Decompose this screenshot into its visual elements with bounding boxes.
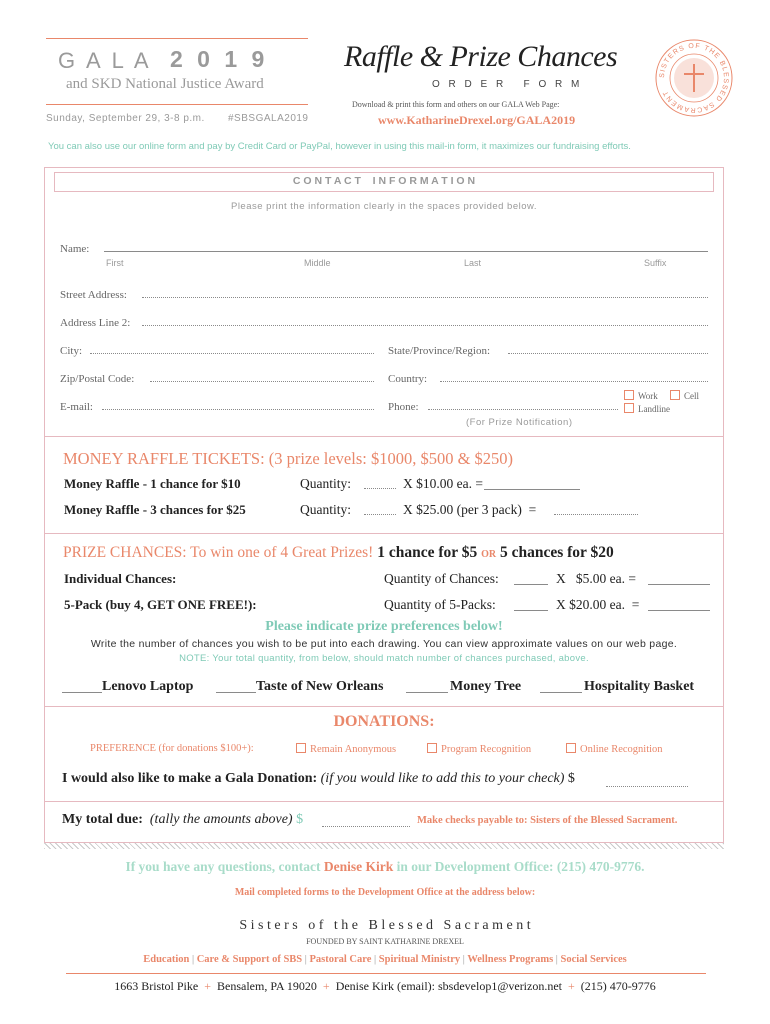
footer-link[interactable]: Social Services [560, 954, 627, 965]
prize-heading-line [63, 544, 614, 562]
money-row2-price: X $25.00 (per 3 pack) = [403, 502, 537, 517]
street-field[interactable] [142, 297, 708, 298]
zip-label: Zip/Postal Code: [60, 373, 135, 385]
founded-text: FOUNDED BY SAINT KATHARINE DREXEL [306, 937, 464, 946]
program-checkbox[interactable] [427, 743, 437, 753]
checks-payable: Make checks payable to: Sisters of the Blessed Sacrament. [417, 815, 678, 826]
header-rule-bottom [46, 104, 308, 105]
phone-field[interactable] [428, 409, 618, 410]
address2-field[interactable] [142, 325, 708, 326]
online-checkbox[interactable] [566, 743, 576, 753]
prize-pack-price: X $20.00 ea. = [556, 597, 640, 612]
opt-anonymous[interactable] [296, 743, 396, 755]
total-field[interactable] [322, 826, 410, 827]
cell-checkbox[interactable] [670, 390, 680, 400]
online-label: Online Recognition [580, 744, 663, 755]
donations-heading: DONATIONS: [333, 713, 435, 730]
prize-indiv-label: Individual Chances: [64, 571, 177, 586]
total-paren: (tally the amounts above) [149, 812, 293, 827]
email-label: E-mail: [60, 401, 93, 413]
name-first-caption: First [106, 258, 124, 268]
anonymous-checkbox[interactable] [296, 743, 306, 753]
link-separator: | [462, 954, 465, 965]
prize-pack-qty-field[interactable] [514, 610, 548, 611]
email-field[interactable] [102, 409, 374, 410]
footer-link[interactable]: Pastoral Care [309, 954, 372, 965]
footer-email[interactable]: Denise Kirk (email): sbsdevelop1@verizon.net [335, 979, 563, 993]
link-separator: | [304, 954, 307, 965]
event-date: Sunday, September 29, 3-8 p.m. [46, 113, 205, 124]
money-row2-total-field[interactable] [554, 514, 638, 515]
prize-item-field[interactable] [406, 692, 448, 693]
seal-logo [654, 38, 734, 118]
footer-street: 1663 Bristol Pike [114, 979, 199, 993]
plus-separator: + [201, 979, 214, 993]
award-text: and SKD National Justice Award [66, 76, 264, 92]
header-rule-top [46, 38, 308, 39]
anonymous-label: Remain Anonymous [310, 744, 397, 755]
phone-label: Phone: [388, 401, 419, 413]
phone-cell-option[interactable] [670, 390, 699, 401]
event-hashtag: #SBSGALA2019 [228, 113, 309, 124]
prize-offer-a: 1 chance for $5 [377, 544, 478, 561]
prize-pref-heading: Please indicate prize preferences below! [265, 619, 503, 634]
prize-item-field[interactable] [540, 692, 582, 693]
footer-rule [66, 973, 706, 974]
money-row2-qty-label: Quantity: [300, 502, 351, 517]
total-line [62, 812, 303, 828]
money-heading: MONEY RAFFLE TICKETS: (3 prize levels: $1000, $500 & $250) [63, 449, 514, 468]
country-label: Country: [388, 373, 428, 385]
opt-online[interactable] [566, 743, 663, 755]
prize-pack-qty-label: Quantity of 5-Packs: [384, 597, 496, 612]
cell-label: Cell [684, 391, 699, 401]
online-note: You can also use our online form and pay by Credit Card or PayPal, however in using this mail-in form, it maximizes our fundraising efforts. [48, 141, 631, 152]
prize-pack-total-field[interactable] [648, 610, 710, 611]
prize-pref-instructions: Write the number of chances you wish to be put into each drawing. You can view approximate values on our web page. [90, 638, 678, 650]
work-checkbox[interactable] [624, 390, 634, 400]
mail-note: Mail completed forms to the Development Office at the address below: [234, 887, 536, 898]
link-separator: | [374, 954, 377, 965]
money-row1-price: X $10.00 ea. = [403, 476, 483, 491]
svg-text:SISTERS OF THE BLESSED SACRAME: SISTERS OF THE BLESSED SACRAMENT [658, 42, 730, 114]
plus-separator: + [319, 979, 333, 993]
prize-pref-note: NOTE: Your total quantity, from below, should match number of chances purchased, above. [179, 653, 589, 664]
section-divider-2 [44, 533, 724, 534]
questions-line [0, 859, 770, 875]
money-row1-qty-label: Quantity: [300, 476, 351, 491]
form-title: Raffle & Prize Chances [344, 40, 618, 73]
total-label: My total due: [62, 812, 143, 827]
footer-link[interactable]: Care & Support of SBS [196, 954, 303, 965]
questions-text-a: If you have any questions, contact [125, 859, 324, 874]
gala-donation-label: I would also like to make a Gala Donation: [62, 771, 318, 786]
plus-separator: + [565, 979, 578, 993]
section-divider-4 [44, 801, 724, 802]
link-separator: | [191, 954, 195, 965]
name-last-caption: Last [464, 258, 482, 268]
phone-landline-option[interactable] [624, 403, 670, 414]
city-label: City: [60, 345, 83, 357]
footer-links [0, 954, 770, 965]
prize-offer-b: 5 chances for $20 [499, 544, 614, 561]
gala-year: 2 0 1 9 [170, 46, 269, 72]
footer-link[interactable]: Wellness Programs [467, 954, 554, 965]
name-suffix-caption: Suffix [644, 258, 667, 268]
money-row1-total-field[interactable] [484, 489, 580, 490]
address2-label: Address Line 2: [60, 317, 131, 329]
footer-phone: (215) 470-9776 [580, 979, 656, 993]
link-separator: | [555, 954, 558, 965]
state-label: State/Province/Region: [388, 345, 491, 357]
opt-program[interactable] [427, 743, 531, 755]
prize-heading: PRIZE CHANCES: To win one of 4 Great Prizes! [63, 544, 374, 561]
prize-indiv-price: X $5.00 ea. = [556, 571, 636, 586]
money-row2-label: Money Raffle - 3 chances for $25 [64, 502, 246, 517]
footer-link[interactable]: Education [143, 954, 190, 965]
download-text: Download & print this form and others on our GALA Web Page: [352, 100, 560, 109]
state-field[interactable] [508, 353, 708, 354]
questions-contact-name: Denise Kirk [323, 859, 394, 874]
program-label: Program Recognition [441, 744, 532, 755]
prize-item-label: Money Tree [450, 679, 522, 694]
phone-work-option[interactable] [624, 390, 658, 401]
money-row1-qty-field[interactable] [364, 488, 396, 489]
prize-item-field[interactable] [62, 692, 102, 693]
prize-item-label: Hospitality Basket [584, 679, 695, 694]
name-label: Name: [60, 243, 90, 255]
gala-url[interactable]: www.KatharineDrexel.org/GALA2019 [378, 113, 576, 127]
contact-instructions: Please print the information clearly in the spaces provided below. [230, 201, 537, 212]
prize-indiv-total-field[interactable] [648, 584, 710, 585]
prize-pack-label: 5-Pack (buy 4, GET ONE FREE!): [64, 597, 257, 612]
name-field[interactable] [104, 251, 708, 252]
section-divider-1 [44, 436, 724, 437]
gala-donation-paren: (if you would like to add this to your check) [320, 771, 565, 786]
contact-heading: C O N T A C T I N F O R M A T I O N [292, 175, 476, 187]
total-dollar: $ [296, 812, 304, 827]
money-row2-qty-field[interactable] [364, 514, 396, 515]
landline-label: Landline [638, 404, 670, 414]
money-row1-label: Money Raffle - 1 chance for $10 [64, 476, 241, 491]
prize-offer-or: OR [481, 549, 497, 560]
form-subtitle: O R D E R F O R M [432, 79, 583, 90]
gala-donation-line [62, 771, 575, 787]
footer-city: Bensalem, PA 19020 [217, 979, 317, 993]
questions-text-b: in our Development Office: (215) 470-9776. [393, 859, 645, 874]
gala-donation-field[interactable] [606, 786, 688, 787]
donation-pref-label: PREFERENCE (for donations $100+): [90, 743, 254, 754]
country-field[interactable] [440, 381, 708, 382]
prize-indiv-qty-field[interactable] [514, 584, 548, 585]
prize-notification-note: (For Prize Notification) [466, 417, 573, 428]
prize-item-label: Lenovo Laptop [102, 679, 194, 694]
prize-item-field[interactable] [216, 692, 256, 693]
city-field[interactable] [90, 353, 374, 354]
footer-address-line [0, 979, 770, 994]
footer-link[interactable]: Spiritual Ministry [378, 954, 461, 965]
prize-indiv-qty-label: Quantity of Chances: [384, 571, 499, 586]
landline-checkbox[interactable] [624, 403, 634, 413]
org-name: S i s t e r s o f t h e B l e s s e d S a c r a m e n t [239, 918, 531, 933]
section-divider-3 [44, 706, 724, 707]
hatch-band [44, 843, 724, 849]
work-label: Work [638, 391, 658, 401]
street-label: Street Address: [60, 289, 127, 301]
gala-donation-dollar: $ [567, 771, 575, 786]
prize-item-label: Taste of New Orleans [256, 679, 384, 694]
zip-field[interactable] [150, 381, 374, 382]
gala-word: G A L A [58, 48, 152, 73]
name-middle-caption: Middle [304, 258, 331, 268]
